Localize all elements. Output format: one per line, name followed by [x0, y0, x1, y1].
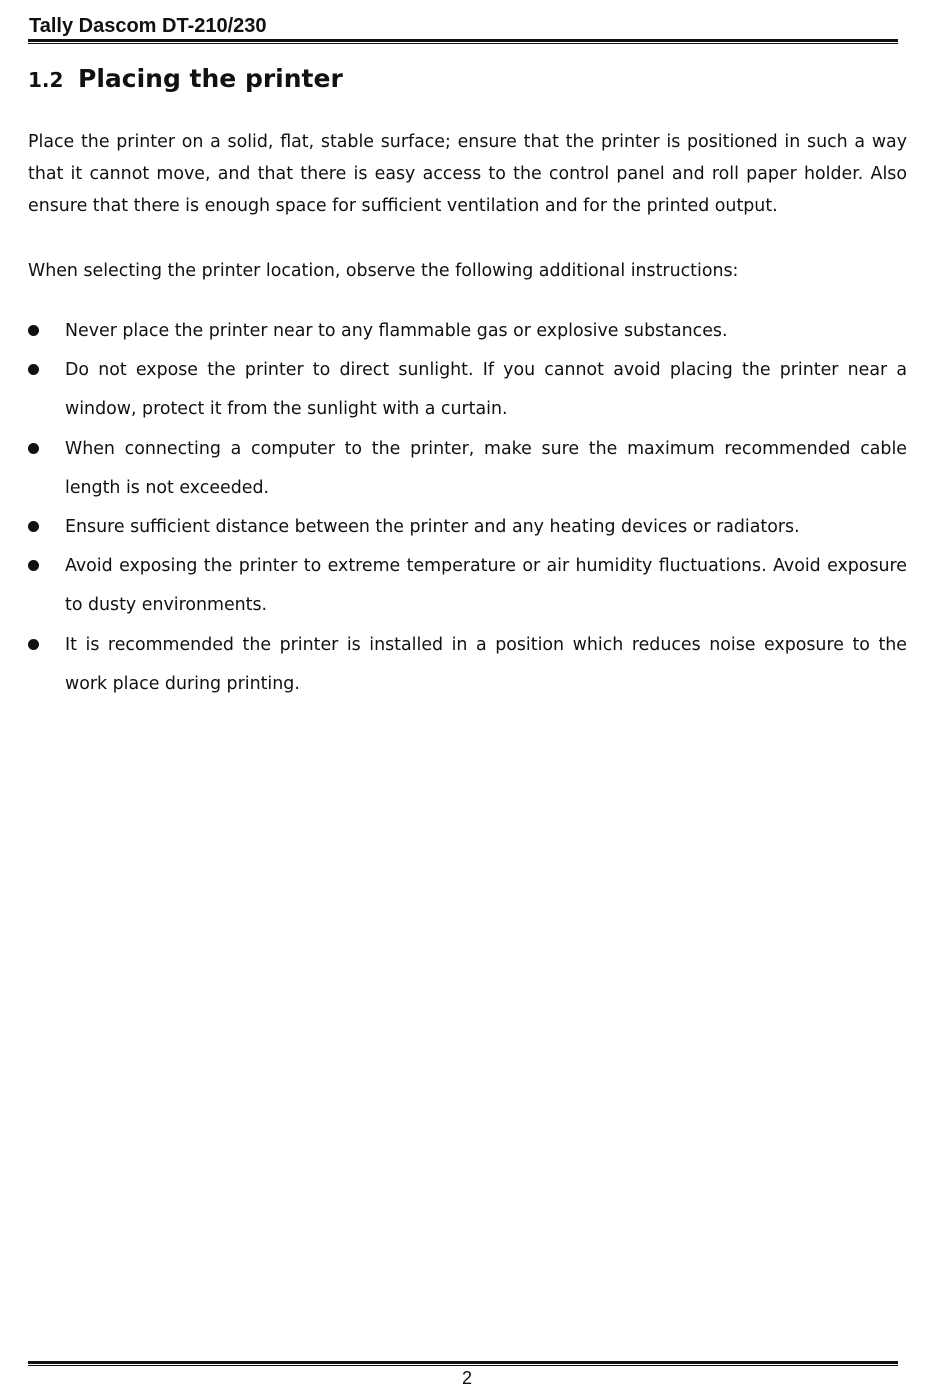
instruction-item: [28, 626, 907, 704]
instruction-list: [28, 312, 907, 704]
bullet-icon: [28, 364, 39, 375]
instruction-item: [28, 430, 907, 508]
instruction-text: Never place the printer near to any flammable gas or explosive substances.: [65, 321, 728, 341]
footer-rule: [28, 1361, 898, 1366]
instruction-text: Avoid exposing the printer to extreme temperature or air humidity fluctuations. Avoid exposure to dusty environments.: [65, 556, 907, 616]
bullet-icon: [28, 325, 39, 336]
bullet-icon: [28, 443, 39, 454]
intro-paragraph: Place the printer on a solid, flat, stable surface; ensure that the printer is positioned in such a way that it cannot move, and that there is easy access to the control panel and roll paper holder. Also ensure that there is enough space for sufficient ventilation and for the printed output.: [28, 132, 907, 216]
instruction-item: [28, 508, 907, 547]
instruction-item: [28, 547, 907, 625]
lead-paragraph: When selecting the printer location, observe the following additional instructions:: [28, 261, 739, 281]
bullet-icon: [28, 560, 39, 571]
instruction-text: Ensure sufficient distance between the printer and any heating devices or radiators.: [65, 517, 800, 538]
instruction-item: [28, 351, 907, 429]
page-number: 2: [461, 1368, 472, 1388]
section-heading: [28, 64, 343, 93]
section-number: 1.2: [28, 68, 64, 92]
header-rule: [28, 39, 898, 44]
instruction-text: Do not expose the printer to direct sunlight. If you cannot avoid placing the printer near a window, protect it from the sunlight with a curtain.: [65, 360, 907, 420]
section-title: Placing the printer: [78, 64, 343, 93]
bullet-icon: [28, 639, 39, 650]
document-header-title: Tally Dascom DT-210/230: [29, 15, 267, 37]
instruction-text: It is recommended the printer is installed in a position which reduces noise exposure to the work place during printing.: [65, 634, 907, 694]
instruction-text: When connecting a computer to the printer, make sure the maximum recommended cable length is not exceeded.: [65, 438, 907, 498]
instruction-item: [28, 312, 907, 351]
bullet-icon: [28, 521, 39, 532]
